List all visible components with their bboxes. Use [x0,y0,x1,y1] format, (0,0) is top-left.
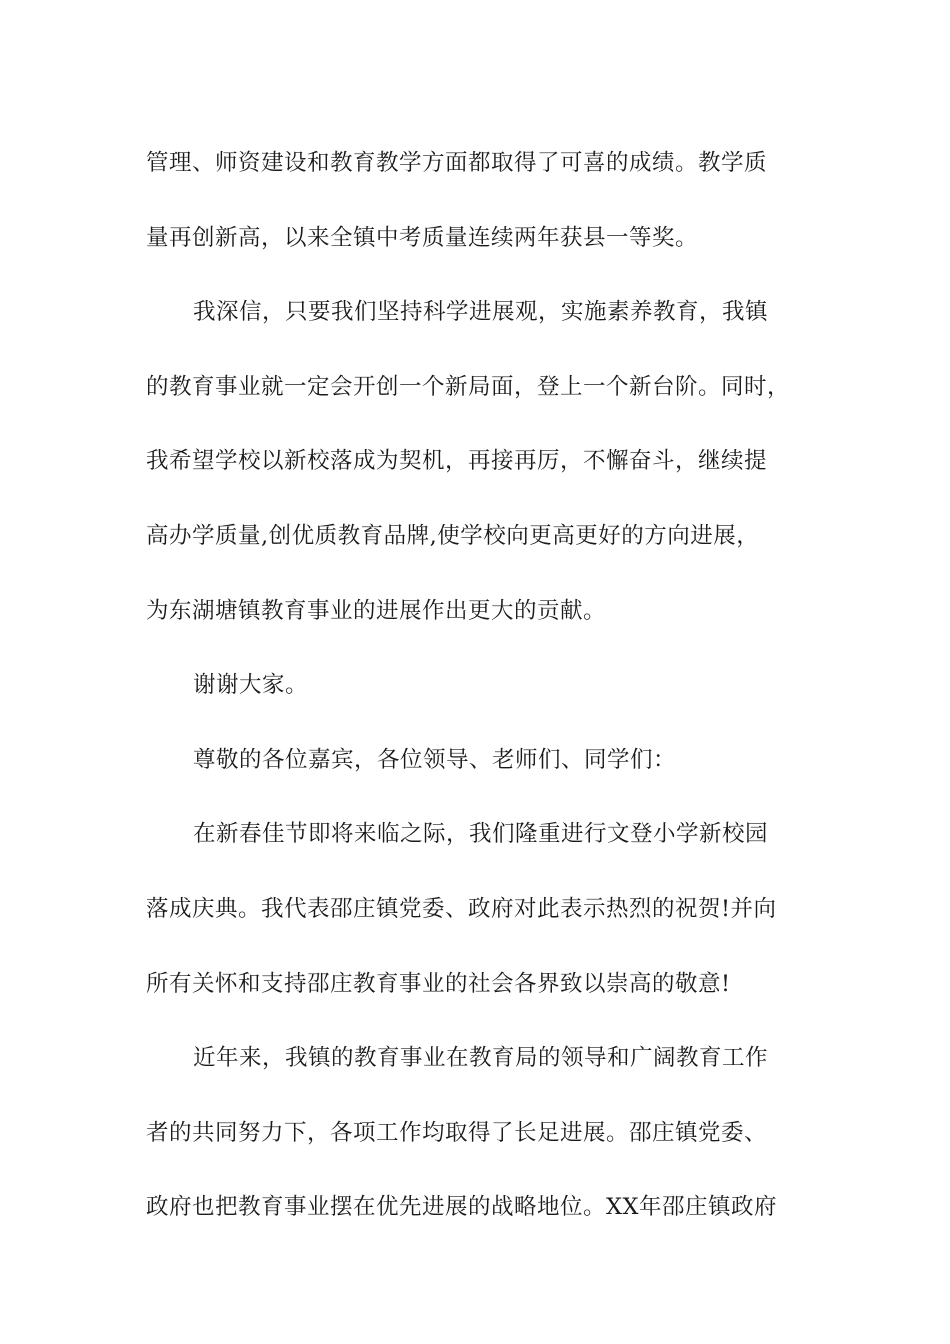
salutation-line: 尊敬的各位嘉宾，各位领导、老师们、同学们： [193,746,677,773]
paragraph-start-line: 谢谢大家。 [193,672,309,699]
text-line: 所有关怀和支持邵庄教育事业的社会各界致以崇高的敬意! [146,970,731,997]
text-line: 我希望学校以新校落成为契机，再接再厉，不懈奋斗，继续提 [146,448,768,475]
text-line: 者的共同努力下，各项工作均取得了长足进展。邵庄镇党委、 [146,1119,768,1146]
text-line: 高办学质量,创优质教育品牌,使学校向更高更好的方向进展， [146,522,760,549]
text-line: 管理、师资建设和教育教学方面都取得了可喜的成绩。教学质 [146,150,768,176]
text-line: 落成庆典。我代表邵庄镇党委、政府对此表示热烈的祝贺!并向 [146,895,777,922]
paragraph-start-line: 近年来，我镇的教育事业在教育局的领导和广阔教育工作 [193,1045,769,1072]
paragraph-start-line: 我深信，只要我们坚持科学进展观，实施素养教育，我镇 [193,299,769,326]
text-line: 为东湖塘镇教育事业的进展作出更大的贡献。 [146,597,607,624]
text-line: 政府也把教育事业摆在优先进展的战略地位。XX年邵庄镇政府 [146,1194,778,1221]
document-body [146,126,811,1245]
paragraph-start-line: 在新春佳节即将来临之际，我们隆重进行文登小学新校园 [193,821,769,848]
text-line: 的教育事业就一定会开创一个新局面，登上一个新台阶。同时， [146,373,791,400]
text-line: 量再创新高，以来全镇中考质量连续两年获县一等奖。 [146,224,699,251]
